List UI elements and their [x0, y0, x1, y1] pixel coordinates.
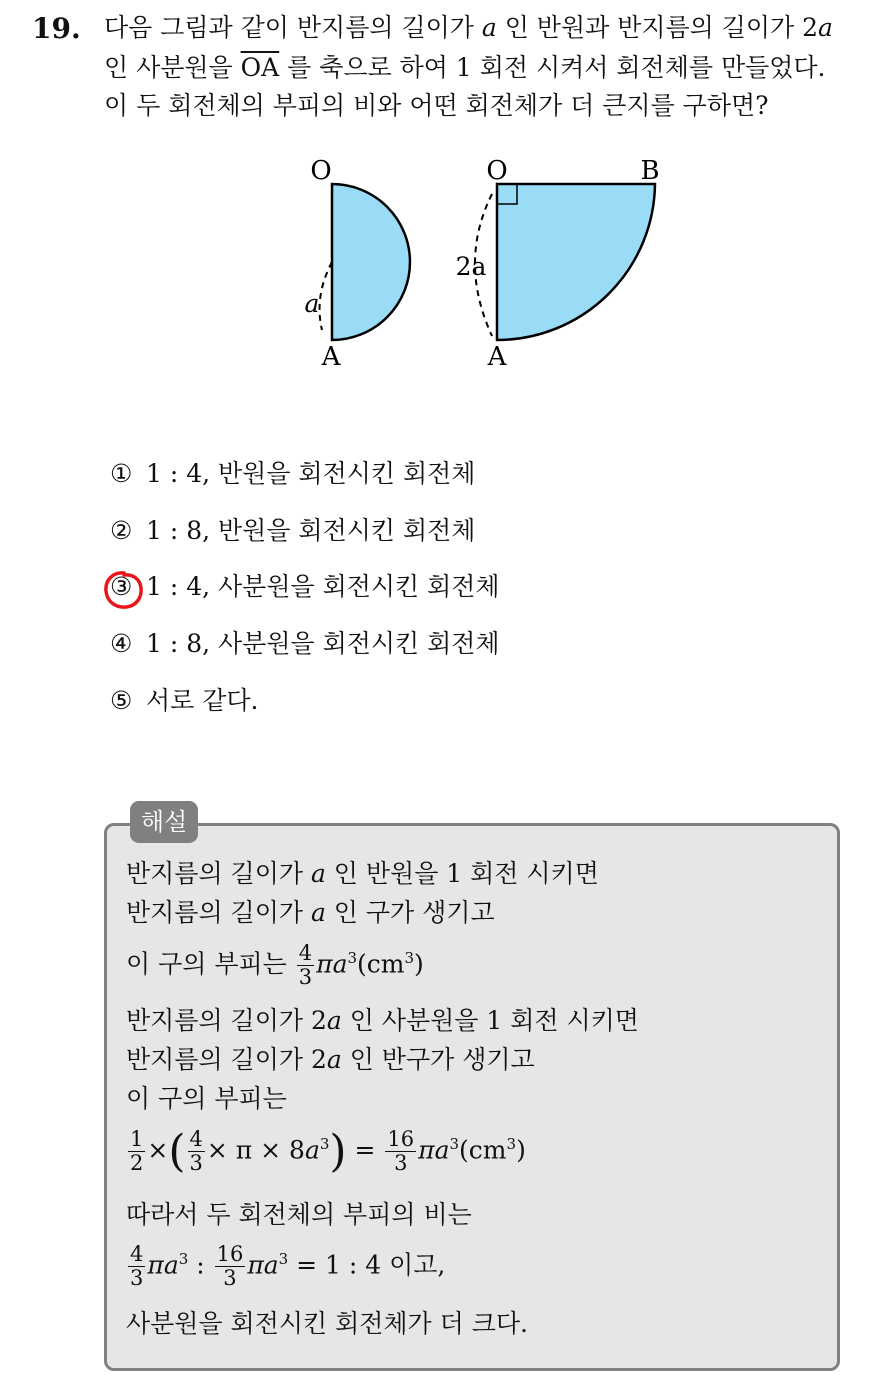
question-number: 19.: [32, 12, 81, 45]
choice-4[interactable]: [110, 628, 500, 660]
solution-line-10: 사분원을 회전시킨 회전체가 더 크다.: [126, 1309, 528, 1338]
semicircle-radius-label: a: [304, 289, 320, 318]
choice-number: ②: [110, 516, 133, 545]
answer-circle-mark: [102, 569, 146, 611]
semicircle-radius-arc: [320, 262, 332, 330]
choice-number: ④: [110, 629, 133, 658]
solution-line-8: 따라서 두 회전체의 부피의 비는: [126, 1200, 472, 1229]
choice-text: 서로 같다.: [146, 686, 259, 715]
solution-line-5: 반지름의 길이가 2a 인 반구가 생기고: [126, 1045, 535, 1074]
fraction: $\frac{4}{3}$: [298, 941, 313, 990]
rotation-figure: [280, 150, 700, 380]
choice-2[interactable]: [110, 515, 475, 547]
fraction: $\frac{4}{3}$: [189, 1127, 203, 1176]
semicircle-shape: [332, 184, 410, 340]
semicircle-label-o: O: [310, 156, 332, 186]
solution-line-7: $\frac{1}{2}$ ×( $\frac{4}{3}$ × $\pi \times 8a^3$) = $\frac{16}{3}$ $\pi a^3(cm^3)$: [130, 1125, 526, 1177]
choice-number: ⑤: [110, 686, 133, 715]
solution-line-1: 반지름의 길이가 a 인 반원을 1 회전 시키면: [126, 859, 599, 888]
choice-1[interactable]: [110, 458, 475, 490]
circle-stroke: [106, 573, 141, 607]
semicircle-label-a: A: [321, 342, 341, 372]
question-line-3: 이 두 회전체의 부피의 비와 어떤 회전체가 더 큰지를 구하면?: [104, 91, 769, 120]
choice-text: 1 : 8, 반원을 회전시킨 회전체: [146, 516, 476, 545]
fraction: $\frac{16}{3}$: [387, 1127, 415, 1176]
choice-3[interactable]: [110, 571, 500, 603]
question-line-2: 인 사분원을 $\overline{OA}$ 를 축으로 하여 1 회전 시켜서 회전체를 만들었다.: [104, 53, 826, 82]
quarter-circle-figure: [456, 156, 660, 372]
quarter-circle-shape: [497, 184, 655, 340]
choice-text: 1 : 4, 사분원을 회전시킨 회전체: [146, 572, 500, 601]
choice-number: ①: [110, 459, 133, 488]
choice-text: 1 : 4, 반원을 회전시킨 회전체: [146, 459, 476, 488]
fraction: $\frac{4}{3}$: [130, 1242, 144, 1291]
solution-line-4: 반지름의 길이가 2a 인 사분원을 1 회전 시키면: [126, 1006, 639, 1035]
quarter-label-b: B: [640, 156, 660, 186]
semicircle-figure: [305, 156, 410, 372]
solution-tab: 해설: [130, 801, 198, 843]
choice-text: 1 : 8, 사분원을 회전시킨 회전체: [146, 629, 500, 658]
quarter-label-a: A: [487, 342, 507, 372]
question-line-1: 다음 그림과 같이 반지름의 길이가 a 인 반원과 반지름의 길이가 2a: [104, 13, 833, 42]
fraction: $\frac{16}{3}$: [216, 1242, 244, 1291]
solution-line-6: 이 구의 부피는: [126, 1084, 287, 1113]
solution-line-3: 이 구의 부피는 $\frac{4}{3}$ $\pi a^3(cm^3)$: [126, 941, 424, 990]
fraction: $\frac{1}{2}$: [130, 1127, 144, 1176]
solution-line-2: 반지름의 길이가 a 인 구가 생기고: [126, 898, 495, 927]
quarter-radius-label: 2a: [455, 252, 487, 281]
choice-number: ③: [110, 572, 133, 601]
choice-5[interactable]: [110, 685, 259, 717]
quarter-label-o: O: [486, 156, 508, 186]
solution-line-9: $\frac{4}{3}$ $\pi a^3$ : $\frac{16}{3}$ $\pi a^3 = 1$ : 4 이고,: [130, 1242, 446, 1291]
